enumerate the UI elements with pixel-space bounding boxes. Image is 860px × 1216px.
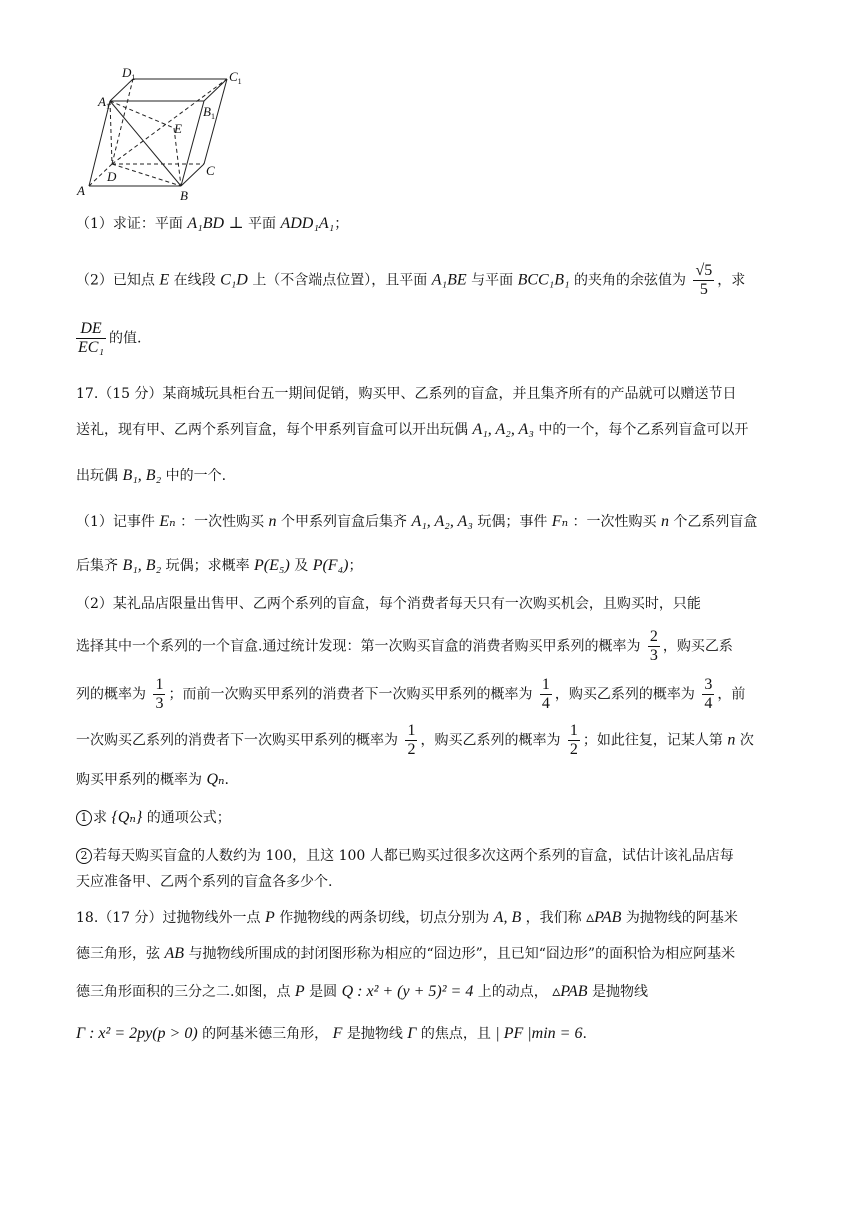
label-D: D bbox=[107, 169, 117, 184]
q16-part2-cont: $\frac{DE}{\text{EC₁}}$ 的值. bbox=[78, 320, 142, 356]
hidden-edge-E-B bbox=[174, 128, 181, 186]
edge-B-B1 bbox=[181, 101, 204, 186]
q17-part2-line4: 一次购买乙系列的消费者下一次购买甲系列的概率为 $\frac{1}{2}$ ，购买乙系列的概率为 $\frac{1}{2}$ ；如此往复，记某人第 n 次 bbox=[76, 722, 754, 758]
q17-part2-line5: 购买甲系列的概率为 Qₙ. bbox=[76, 771, 229, 788]
hidden-edge-A1-D bbox=[110, 101, 112, 164]
q17-subq2-line1: 2 若每天购买盲盒的人数约为 100，且这 100 人都已购买过很多次这两个系列的盲盒，试估计该礼品店每 bbox=[76, 846, 734, 866]
q18-line1: 18.（17 分）过抛物线外一点 P 作抛物线的两条切线，切点分别为 A, B ，我们称 ▵PAB 为抛物线的阿基米 bbox=[76, 909, 738, 926]
q17-part2-line1: （2）某礼品店限量出售甲、乙两个系列的盲盒，每个消费者每天只有一次购买机会，且购买时，只能 bbox=[76, 596, 701, 612]
label-A: A bbox=[77, 183, 85, 198]
q16-part1: （1）求证：平面 A₁BD ⊥ 平面 ADD₁A₁； bbox=[76, 215, 349, 232]
fraction-sqrt5-over-5: $\frac{√5}{5}$ bbox=[695, 262, 713, 298]
q17-subq1: 1 求 {Qₙ} 的通项公式； bbox=[76, 808, 231, 828]
edge-A1-D1 bbox=[110, 79, 133, 101]
label-C: C bbox=[206, 163, 215, 178]
q16-part2: （2）已知点 E 在线段 C₁D 上（不含端点位置），且平面 A₁BE 与平面 BCC₁B₁ 的夹角的余弦值为 $\frac{√5}{5}$ ，求 bbox=[76, 262, 746, 298]
edge-A1-B bbox=[110, 101, 181, 186]
fraction-DE-over-EC1: $\frac{DE}{\text{EC₁}}$ bbox=[78, 320, 105, 356]
hidden-edge-A1-E bbox=[110, 101, 174, 128]
hidden-edge-D-C1 bbox=[112, 79, 227, 164]
q18-line2: 德三角形，弦 AB 与抛物线所围成的封闭图形称为相应的“囧边形”，且已知“囧边形”的面积恰为相应阿基米 bbox=[76, 945, 736, 962]
q17-part2-line2: 选择其中一个系列的一个盲盒.通过统计发现：第一次购买盲盒的消费者购买甲系列的概率为 $\frac{2}{3}$ ，购买乙系 bbox=[76, 628, 733, 664]
hidden-edge-D-B bbox=[112, 164, 181, 186]
q17-line1: 17.（15 分）某商城玩具柜台五一期间促销，购买甲、乙系列的盲盒，并且集齐所有的产品就可以赠送节日 bbox=[76, 386, 737, 402]
q17-part1-line2: 后集齐 B₁, B₂ 玩偶；求概率 P(E₅) 及 P(F₄)； bbox=[76, 557, 363, 574]
q17-part1-line1: （1）记事件 Eₙ ：一次性购买 n 个甲系列盲盒后集齐 A₁, A₂, A₃ 玩偶；事件 Fₙ ：一次性购买 n 个乙系列盲盒 bbox=[76, 513, 758, 530]
q17-part2-line3: 列的概率为 $\frac{1}{3}$ ；而前一次购买甲系列的消费者下一次购买甲系列的概率为 $\frac{1}{4}$ ，购买乙系列的概率为 $\frac{3}{4}$ ，前 bbox=[76, 676, 746, 712]
label-D1: $D_1$ bbox=[122, 65, 136, 82]
parallelepiped-figure bbox=[74, 64, 254, 204]
label-B: B bbox=[180, 188, 188, 203]
label-A1: $A_1$ bbox=[98, 94, 110, 111]
label-E: E bbox=[174, 121, 182, 136]
q17-line2: 送礼，现有甲、乙两个系列盲盒，每个甲系列盲盒可以开出玩偶 A₁, A₂, A₃ 中的一个，每个乙系列盲盒可以开 bbox=[76, 421, 749, 438]
label-B1: $B_1$ bbox=[203, 104, 215, 121]
q18-line3: 德三角形面积的三分之二.如图，点 P 是圆 Q : x² + (y + 5)² = 4 上的动点， ▵PAB 是抛物线 bbox=[76, 983, 648, 1000]
q17-subq2-line2: 天应准备甲、乙两个系列的盲盒各多少个. bbox=[76, 874, 333, 890]
circled-number-1: 1 bbox=[76, 810, 92, 826]
circled-number-2: 2 bbox=[76, 848, 92, 864]
q18-line4: Γ : x² = 2py(p > 0) 的阿基米德三角形， F 是抛物线 Γ 的焦点，且 | PF |min = 6. bbox=[76, 1025, 587, 1042]
edge-C-C1 bbox=[204, 79, 227, 164]
q17-line3: 出玩偶 B₁, B₂ 中的一个. bbox=[76, 467, 227, 484]
label-C1: $C_1$ bbox=[229, 69, 242, 86]
